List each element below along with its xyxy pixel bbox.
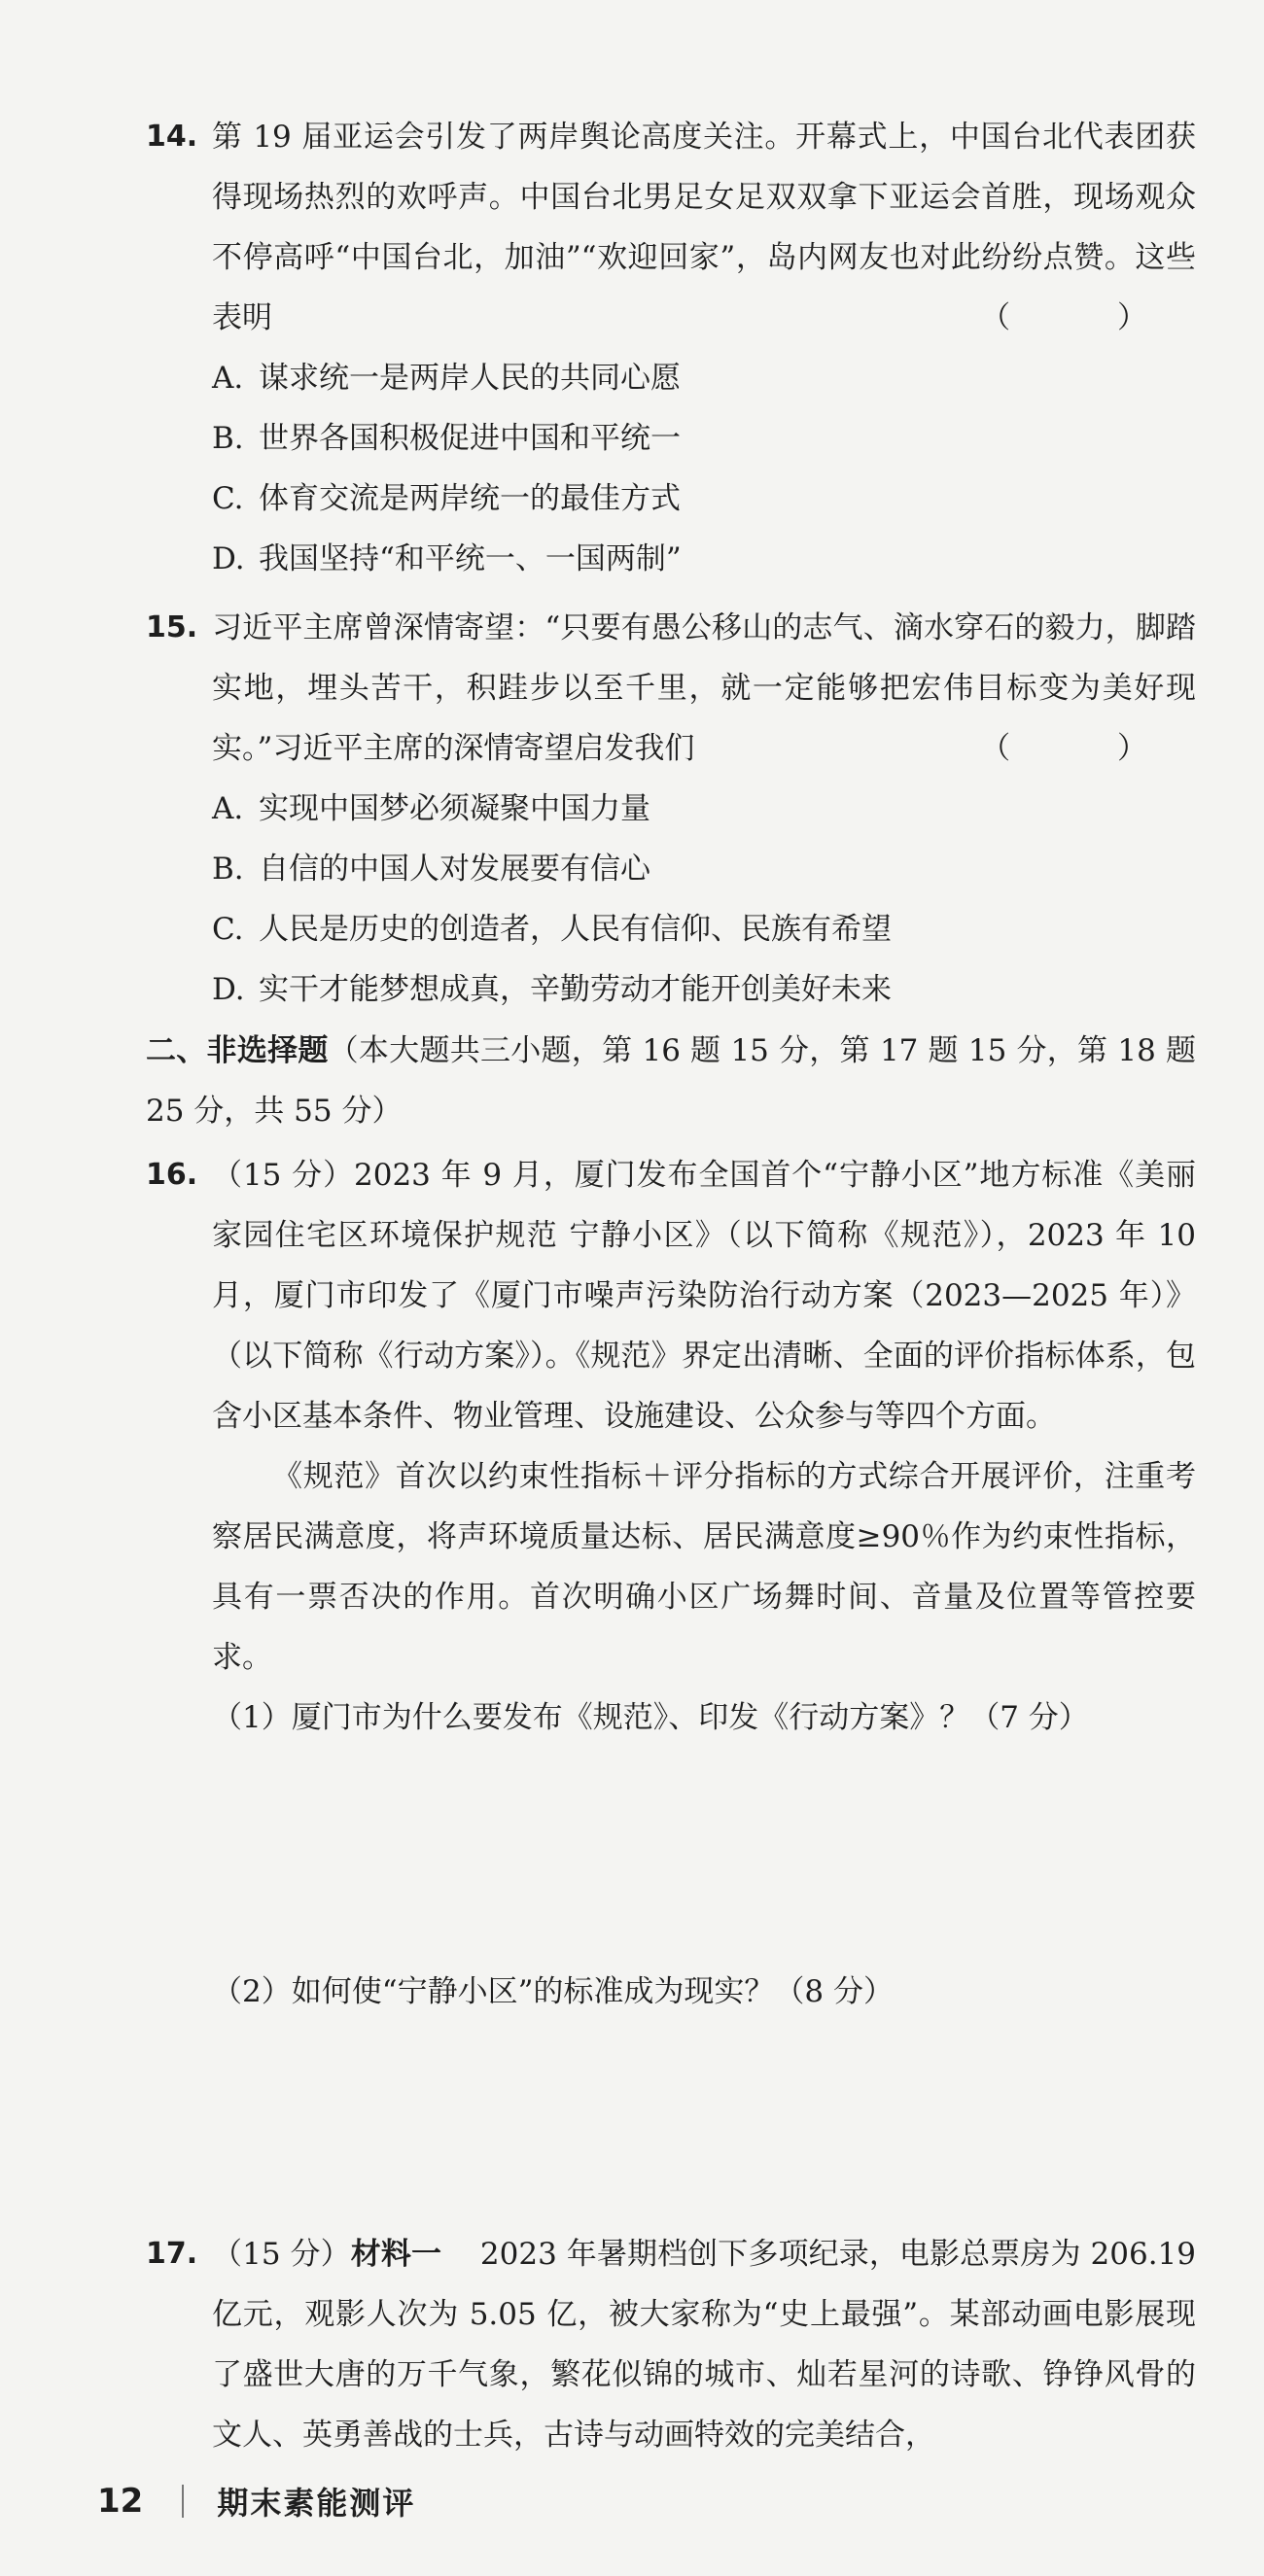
question-number: 15. [146,610,198,644]
option-b: B. 世界各国积极促进中国和平统一 [212,421,681,456]
answer-blank: （ ） [980,300,1196,335]
question-score: （15 分） [212,2237,351,2272]
option-d: D. 实干才能梦想成真，辛勤劳动才能开创美好未来 [212,972,892,1007]
question-stem [212,2224,1196,2465]
option-b: B. 自信的中国人对发展要有信心 [212,852,650,887]
answer-blank: （ ） [980,731,1196,766]
question-number: 14. [146,120,198,154]
material-text: 2023 年暑期档创下多项纪录，电影总票房为 206.19 亿元，观影人次为 5.05 亿，被大家称为“史上最强”。某部动画电影展现了盛世大唐的万千气象，繁花似锦的城市、灿若星河的诗歌、铮铮风骨的文人、英勇善战的士兵，古诗与动画特效的完美结合， [212,2237,1196,2453]
section-description: （本大题共三小题，第 16 题 15 分，第 17 题 15 分，第 18 题 25 分，共 55 分） [146,1033,1197,1129]
option-c: C. 人民是历史的创造者，人民有信仰、民族有希望 [212,912,892,947]
question-stem: 习近平主席曾深情寄望：“只要有愚公移山的志气、滴水穿石的毅力，脚踏实地，埋头苦干，积跬步以至千里，就一定能够把宏伟目标变为美好现实。”习近平主席的深情寄望启发我们 [212,610,1196,766]
sub-question-1: （1）厦门市为什么要发布《规范》、印发《行动方案》？（7 分） [212,1700,1089,1735]
option-c: C. 体育交流是两岸统一的最佳方式 [212,481,681,516]
option-a: A. 实现中国梦必须凝聚中国力量 [212,791,650,826]
sub-question-2: （2）如何使“宁静小区”的标准成为现实？（8 分） [212,1974,894,2009]
question-number: 16. [146,1158,198,1192]
option-d: D. 我国坚持“和平统一、一国两制” [212,541,682,576]
option-a: A. 谋求统一是两岸人民的共同心愿 [212,361,681,396]
footer-title: 期末素能测评 [217,2485,416,2522]
question-stem: 第 19 届亚运会引发了两岸舆论高度关注。开幕式上，中国台北代表团获得现场热烈的欢呼声。中国台北男足女足双双拿下亚运会首胜，现场观众不停高呼“中国台北，加油”“欢迎回家”，岛内网友也对此纷纷点赞。这些表明 [212,120,1196,335]
page-footer [97,2479,415,2524]
page-number: 12 [97,2482,144,2521]
material-paragraph-2: 《规范》首次以约束性指标＋评分指标的方式综合开展评价，注重考察居民满意度，将声环境质量达标、居民满意度≥90％作为约束性指标，具有一票否决的作用。首次明确小区广场舞时间、音量及位置等管控要求。 [212,1459,1196,1675]
question-number: 17. [146,2237,198,2271]
section-title: 二、非选择题 [146,1033,329,1068]
material-paragraph-1: （15 分）2023 年 9 月，厦门发布全国首个“宁静小区”地方标准《美丽家园住宅区环境保护规范 宁静小区》（以下简称《规范》），2023 年 10 月，厦门市印发了《厦门市噪声污染防治行动方案（2023—2025 年）》（以下简称《行动方案》）。《规范》界定出清晰、全面的评价指标体系，包含小区基本条件、物业管理、设施建设、公众参与等四个方面。 [212,1158,1196,1434]
section-heading [146,1021,1196,1141]
material-label: 材料一 [350,2237,442,2272]
footer-divider [182,2485,184,2518]
